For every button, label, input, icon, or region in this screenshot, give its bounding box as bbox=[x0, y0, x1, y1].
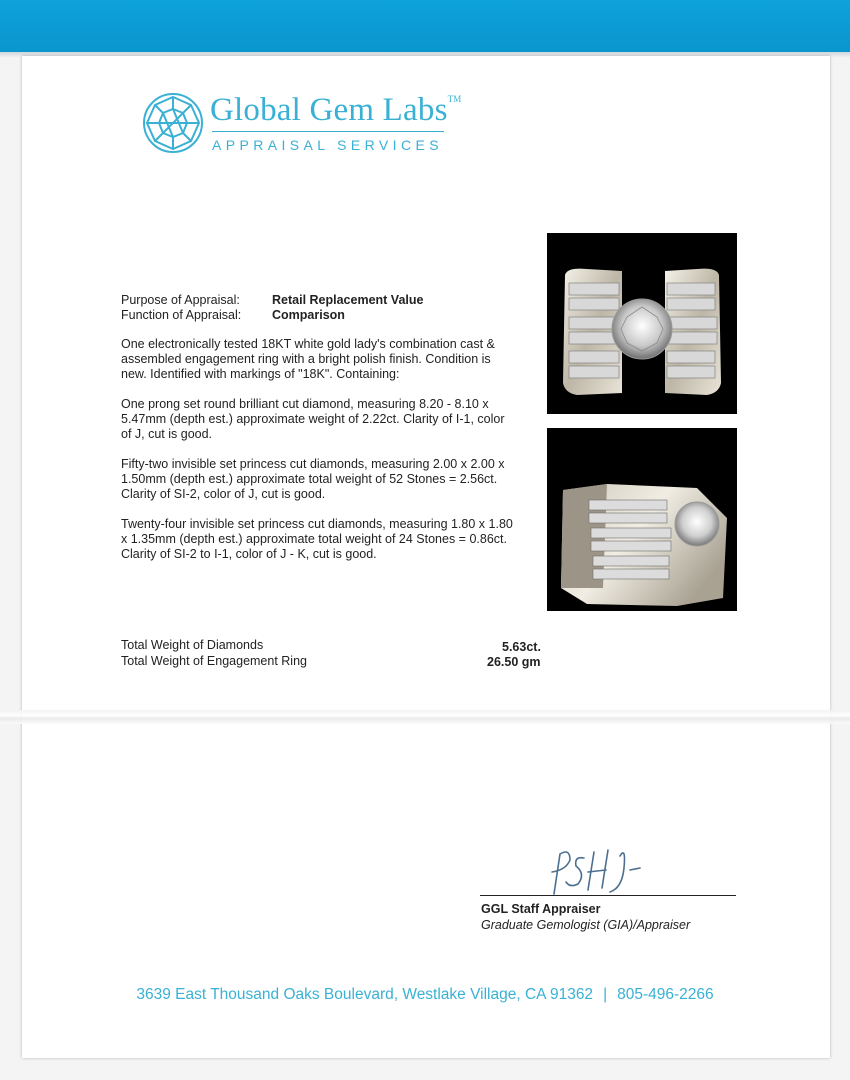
appraiser-name: GGL Staff Appraiser bbox=[481, 902, 601, 916]
logo-name: Global Gem Labs™ bbox=[210, 92, 462, 128]
appraiser-title: Graduate Gemologist (GIA)/Appraiser bbox=[481, 918, 691, 932]
total-diamonds-label: Total Weight of Diamonds bbox=[121, 638, 264, 652]
footer-separator: | bbox=[603, 986, 608, 1003]
handwritten-signature bbox=[536, 842, 646, 898]
logo-subtitle: APPRAISAL SERVICES bbox=[212, 137, 443, 153]
function-label: Function of Appraisal: bbox=[121, 308, 242, 322]
description-paragraph: One prong set round brilliant cut diamond, measuring 8.20 - 8.10 x 5.47mm (depth est.) approximate weight of 2.22ct. Clarity of I-1, color of J, cut is good. bbox=[121, 397, 505, 441]
round-diamond-icon bbox=[141, 91, 205, 155]
trademark: TM bbox=[447, 94, 462, 104]
logo-rule bbox=[212, 131, 444, 132]
total-ring-weight-value: 26.50 gm bbox=[487, 655, 541, 669]
ring-photo-front bbox=[547, 233, 737, 414]
ring-angle-image bbox=[547, 428, 737, 611]
description-paragraph: Fifty-two invisible set princess cut diamonds, measuring 2.00 x 2.00 x 1.50mm (depth est.) approximate total weight of 52 Stones = 2.56ct. Clarity of SI-2, color of J, cut is good. bbox=[121, 457, 505, 501]
function-value: Comparison bbox=[272, 308, 345, 322]
purpose-value: Retail Replacement Value bbox=[272, 293, 424, 307]
ring-photo-angle bbox=[547, 428, 737, 611]
footer-phone: 805-496-2266 bbox=[617, 986, 714, 1003]
top-blue-band bbox=[0, 0, 850, 52]
ring-front-image bbox=[547, 233, 737, 414]
description-paragraph: One electronically tested 18KT white gold lady's combination cast & assembled engagement ring with a bright polish finish. Condition is new. Identified with markings of "18K". Containing: bbox=[121, 337, 495, 381]
footer-address-line bbox=[0, 986, 850, 1004]
purpose-label: Purpose of Appraisal: bbox=[121, 293, 240, 307]
total-diamonds-value: 5.63ct. bbox=[502, 640, 541, 654]
description-paragraph: Twenty-four invisible set princess cut diamonds, measuring 1.80 x 1.80 x 1.35mm (depth est.) approximate total weight of 24 Stones = 0.86ct. Clarity of SI-2 to I-1, color of J - K, cut is good. bbox=[121, 517, 513, 561]
signature-line bbox=[480, 895, 736, 896]
footer-address: 3639 East Thousand Oaks Boulevard, Westlake Village, CA 91362 bbox=[136, 986, 594, 1003]
paper-fold bbox=[0, 710, 850, 724]
total-ring-weight-label: Total Weight of Engagement Ring bbox=[121, 654, 307, 668]
